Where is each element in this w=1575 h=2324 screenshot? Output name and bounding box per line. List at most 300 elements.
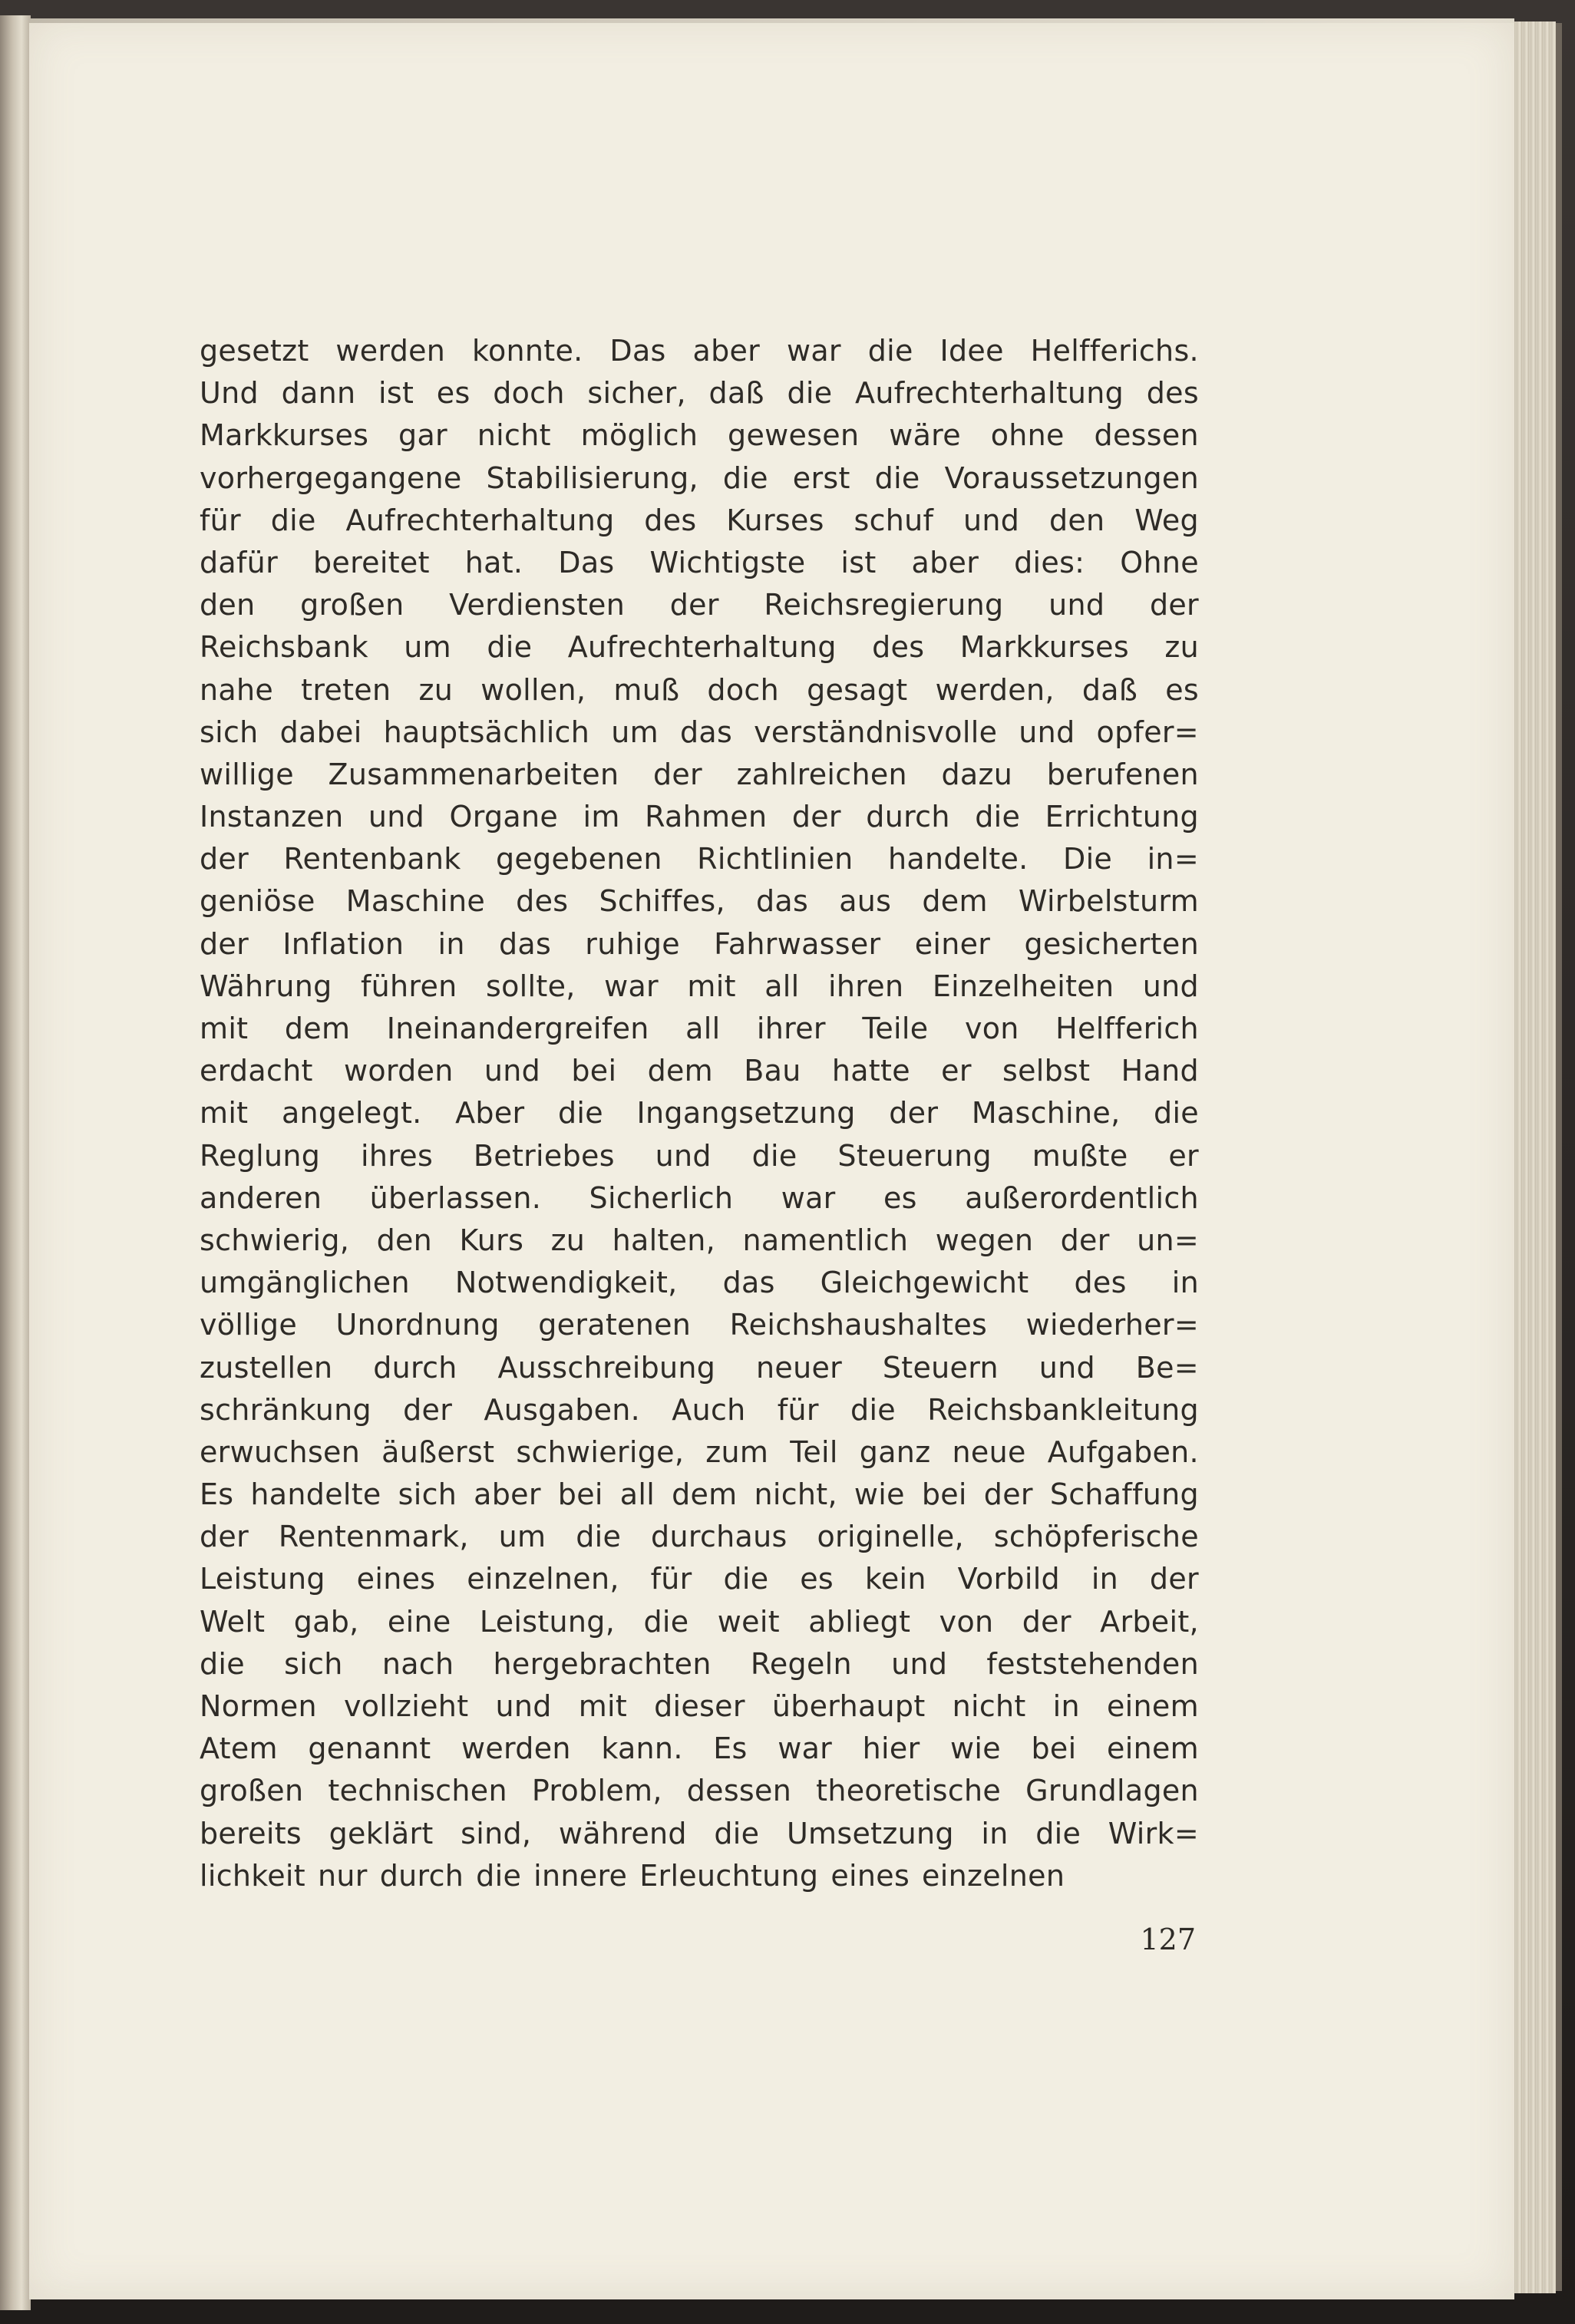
text-line xyxy=(200,1262,1199,1304)
word: Es xyxy=(200,1477,234,1512)
text-line xyxy=(200,1431,1199,1474)
word: und xyxy=(1048,588,1105,622)
word: Erleuchtung xyxy=(639,1858,819,1893)
word: Problem, xyxy=(531,1774,662,1808)
word: Arbeit, xyxy=(1100,1604,1199,1639)
word: geniöse xyxy=(200,884,315,919)
word: erst xyxy=(792,461,850,495)
word: der xyxy=(200,926,249,961)
word: bei xyxy=(571,1054,617,1088)
word: bereitet xyxy=(312,545,430,579)
word: Organe xyxy=(449,800,559,834)
word: hergebrachten xyxy=(493,1646,712,1681)
word: Sicherlich xyxy=(589,1180,734,1215)
word: bereits xyxy=(200,1816,302,1850)
word: die xyxy=(787,376,833,411)
word: Schaffung xyxy=(1049,1477,1199,1512)
word: Instanzen xyxy=(200,800,344,834)
word: Maschine, xyxy=(971,1096,1121,1131)
word: werden xyxy=(461,1731,571,1766)
word: schuf xyxy=(854,503,934,537)
word: weit xyxy=(717,1604,780,1639)
word: zum xyxy=(705,1434,769,1469)
text-line xyxy=(200,1177,1199,1220)
word: eines xyxy=(356,1562,436,1596)
word: genannt xyxy=(308,1731,431,1766)
word: Kurs xyxy=(459,1223,524,1257)
word: er xyxy=(1168,1138,1199,1173)
word: zahlreichen xyxy=(736,757,907,791)
text-line xyxy=(200,1474,1199,1516)
word: Normen xyxy=(200,1689,317,1723)
word: im xyxy=(583,800,620,834)
word: wegen xyxy=(935,1223,1034,1257)
word: überlassen. xyxy=(369,1180,542,1215)
book-page xyxy=(29,18,1514,2299)
word: der xyxy=(1022,1604,1071,1639)
word: es xyxy=(436,376,471,411)
text-line xyxy=(200,1770,1199,1812)
word: Markkurses xyxy=(959,630,1129,665)
word: und xyxy=(1038,1350,1095,1385)
word: verständnisvolle xyxy=(754,715,998,749)
word: selbst xyxy=(1002,1054,1091,1088)
word: Richtlinien xyxy=(697,842,854,876)
word: schränkung xyxy=(200,1392,371,1427)
word: halten, xyxy=(612,1223,716,1257)
word: Währung xyxy=(200,969,332,1003)
word: und xyxy=(484,1054,541,1088)
word: der xyxy=(403,1392,453,1427)
word: mit xyxy=(687,969,736,1003)
word: Aufrechterhaltung xyxy=(345,503,615,537)
word: hatte xyxy=(831,1054,910,1088)
text-line xyxy=(200,1728,1199,1770)
word: der xyxy=(791,800,841,834)
text-line xyxy=(200,880,1199,923)
word: in xyxy=(1091,1562,1119,1596)
word: die xyxy=(850,1392,896,1427)
word: ist xyxy=(378,376,414,411)
word: hauptsächlich xyxy=(383,715,590,749)
word: Reichsbankleitung xyxy=(927,1392,1199,1427)
word: das xyxy=(498,926,552,961)
word: die xyxy=(722,461,768,495)
word: Steuerung xyxy=(837,1138,992,1173)
text-line xyxy=(200,414,1199,457)
page-top-shadow xyxy=(29,18,1514,23)
word: Wirk= xyxy=(1108,1816,1199,1850)
word: dazu xyxy=(941,757,1013,791)
word: des xyxy=(1074,1266,1127,1300)
word: feststehenden xyxy=(986,1646,1199,1681)
text-line xyxy=(200,754,1199,796)
word: sich xyxy=(200,715,259,749)
word: Helfferichs. xyxy=(1030,334,1199,368)
word: Umsetzung xyxy=(786,1816,954,1850)
word: neue xyxy=(952,1434,1026,1469)
word: Gleichgewicht xyxy=(820,1266,1029,1300)
word: völlige xyxy=(200,1308,298,1342)
word: und xyxy=(1019,715,1075,749)
word: die xyxy=(643,1604,689,1639)
word: zu xyxy=(550,1223,586,1257)
word: in xyxy=(438,926,465,961)
word: Leistung xyxy=(200,1562,325,1596)
word: Es xyxy=(713,1731,748,1766)
word: Ausschreibung xyxy=(497,1350,716,1385)
word: geklärt xyxy=(329,1816,434,1850)
word: konnte. xyxy=(472,334,583,368)
word: die xyxy=(751,1138,797,1173)
word: Hand xyxy=(1121,1054,1199,1088)
word: für xyxy=(200,503,241,537)
word: sicher, xyxy=(587,376,686,411)
word: innere xyxy=(533,1858,628,1893)
word: des xyxy=(644,503,697,537)
word: Fahrwasser xyxy=(714,926,881,961)
word: theoretische xyxy=(816,1774,1002,1808)
word: gewesen xyxy=(728,418,860,453)
page-number: 127 xyxy=(1140,1923,1196,1956)
word: sollte, xyxy=(486,969,576,1003)
word: dabei xyxy=(279,715,362,749)
body-text xyxy=(200,330,1199,1897)
word: dem xyxy=(672,1477,738,1512)
word: einer xyxy=(914,926,991,961)
word: ihrer xyxy=(756,1012,826,1045)
word: Voraussetzungen xyxy=(944,461,1199,495)
word: die xyxy=(723,1562,769,1596)
word: ruhige xyxy=(585,926,680,961)
word: in xyxy=(1171,1266,1199,1300)
word: nicht xyxy=(477,418,551,453)
word: Grundlagen xyxy=(1025,1774,1199,1808)
word: ganz xyxy=(859,1434,931,1469)
word: Aber xyxy=(455,1096,525,1131)
word: großen xyxy=(200,1774,304,1808)
word: dies: xyxy=(1014,545,1085,579)
word: und xyxy=(1142,969,1199,1003)
word: es xyxy=(883,1180,917,1215)
text-line xyxy=(200,838,1199,880)
word: nur xyxy=(317,1858,368,1893)
word: eines xyxy=(830,1858,910,1893)
word: Das xyxy=(609,334,666,368)
word: gesagt xyxy=(807,672,908,707)
word: geratenen xyxy=(538,1308,692,1342)
word: dann xyxy=(281,376,356,411)
word: während xyxy=(558,1816,687,1850)
word: der xyxy=(1149,1562,1199,1596)
word: mit xyxy=(200,1096,249,1131)
word: daß xyxy=(1081,672,1138,707)
word: die xyxy=(867,334,913,368)
text-line xyxy=(200,1050,1199,1092)
word: hat. xyxy=(464,545,523,579)
word: der xyxy=(200,1520,249,1554)
word: gar xyxy=(398,418,447,453)
word: es xyxy=(1165,672,1199,707)
word: die xyxy=(558,1096,603,1131)
word: sind, xyxy=(461,1816,532,1850)
text-line xyxy=(200,372,1199,414)
word: Kurses xyxy=(726,503,824,537)
word: kann. xyxy=(601,1731,683,1766)
word: Bau xyxy=(744,1054,801,1088)
word: daß xyxy=(708,376,764,411)
word: bei xyxy=(557,1477,603,1512)
word: Ausgaben. xyxy=(484,1392,641,1427)
word: werden xyxy=(335,334,446,368)
word: einem xyxy=(1106,1689,1199,1723)
word: Zusammenarbeiten xyxy=(328,757,619,791)
text-line xyxy=(200,1304,1199,1346)
text-line xyxy=(200,1092,1199,1134)
word: Notwendigkeit, xyxy=(454,1266,678,1300)
right-page-stack xyxy=(1508,21,1556,2293)
word: die xyxy=(487,630,533,665)
word: zustellen xyxy=(200,1350,333,1385)
word: wie xyxy=(854,1477,905,1512)
word: es xyxy=(800,1562,834,1596)
word: dessen xyxy=(686,1774,792,1808)
word: doch xyxy=(707,672,779,707)
word: originelle, xyxy=(817,1520,964,1554)
word: die xyxy=(476,1858,522,1893)
word: von xyxy=(964,1012,1019,1045)
word: technischen xyxy=(328,1774,507,1808)
word: dafür xyxy=(200,545,278,579)
text-line xyxy=(200,669,1199,711)
text-line xyxy=(200,1220,1199,1262)
word: führen xyxy=(360,969,457,1003)
word: die xyxy=(975,800,1021,834)
word: für xyxy=(650,1562,692,1596)
word: mußte xyxy=(1032,1138,1128,1173)
word: Reglung xyxy=(200,1138,321,1173)
word: Das xyxy=(558,545,615,579)
word: Teil xyxy=(790,1434,838,1469)
word: gegebenen xyxy=(495,842,662,876)
word: durch xyxy=(866,800,950,834)
word: der xyxy=(652,757,702,791)
word: un= xyxy=(1137,1223,1199,1257)
word: einzelnen xyxy=(922,1858,1065,1893)
word: um xyxy=(404,630,451,665)
word: durch xyxy=(373,1350,457,1385)
word: einzelnen, xyxy=(467,1562,619,1596)
word: durchaus xyxy=(651,1520,788,1554)
word: wäre xyxy=(889,418,961,453)
word: des xyxy=(1146,376,1199,411)
word: all xyxy=(619,1477,655,1512)
text-line xyxy=(200,1813,1199,1855)
word: wiederher= xyxy=(1025,1308,1199,1342)
word: um xyxy=(611,715,659,749)
word: das xyxy=(679,715,733,749)
word: Weg xyxy=(1134,503,1199,537)
left-book-edge xyxy=(0,15,31,2310)
word: die xyxy=(576,1520,622,1554)
word: treten xyxy=(301,672,391,707)
word: muß xyxy=(613,672,680,707)
word: er xyxy=(941,1054,972,1088)
word: neuer xyxy=(756,1350,843,1385)
text-line xyxy=(200,1135,1199,1177)
word: erdacht xyxy=(200,1054,313,1088)
word: großen xyxy=(300,588,404,622)
word: die xyxy=(1035,1816,1081,1850)
word: Unordnung xyxy=(335,1308,500,1342)
word: aber xyxy=(692,334,761,368)
word: Maschine xyxy=(345,884,486,919)
word: Idee xyxy=(939,334,1004,368)
word: Markkurses xyxy=(200,418,369,453)
text-line xyxy=(200,542,1199,584)
word: Welt xyxy=(200,1604,266,1639)
word: all xyxy=(685,1012,721,1045)
word: die xyxy=(1154,1096,1199,1131)
word: war xyxy=(778,1731,833,1766)
word: dem xyxy=(647,1054,713,1088)
word: all xyxy=(764,969,800,1003)
word: schöpferische xyxy=(993,1520,1199,1554)
word: namentlich xyxy=(742,1223,909,1257)
word: dessen xyxy=(1094,418,1199,453)
word: berufenen xyxy=(1046,757,1199,791)
word: die xyxy=(714,1816,760,1850)
word: Die xyxy=(1063,842,1113,876)
word: Auch xyxy=(672,1392,746,1427)
word: Rahmen xyxy=(645,800,768,834)
word: einem xyxy=(1107,1731,1199,1766)
word: umgänglichen xyxy=(200,1266,410,1300)
word: war xyxy=(781,1180,836,1215)
word: in xyxy=(1052,1689,1080,1723)
word: aus xyxy=(839,884,892,919)
word: Be= xyxy=(1135,1350,1199,1385)
word: Inflation xyxy=(282,926,404,961)
word: Schiffes, xyxy=(599,884,725,919)
word: Betriebes xyxy=(473,1138,615,1173)
word: war xyxy=(786,334,841,368)
word: Rentenmark, xyxy=(278,1520,469,1554)
word: werden, xyxy=(935,672,1055,707)
word: handelte. xyxy=(887,842,1029,876)
word: Aufgaben. xyxy=(1047,1434,1199,1469)
word: Aufrechterhaltung xyxy=(855,376,1124,411)
word: Wirbelsturm xyxy=(1018,884,1199,919)
word: Ingangsetzung xyxy=(636,1096,856,1131)
word: Wichtigste xyxy=(649,545,806,579)
word: des xyxy=(872,630,925,665)
word: Stabilisierung, xyxy=(486,461,698,495)
text-line xyxy=(200,923,1199,966)
text-line xyxy=(200,1643,1199,1685)
word: mit xyxy=(578,1689,628,1723)
word: in xyxy=(981,1816,1009,1850)
word: den xyxy=(376,1223,433,1257)
word: von xyxy=(939,1604,994,1639)
word: und xyxy=(891,1646,948,1681)
word: Atem xyxy=(200,1731,278,1766)
text-line xyxy=(200,584,1199,626)
word: eine xyxy=(387,1604,451,1639)
word: dieser xyxy=(654,1689,745,1723)
word: abliegt xyxy=(808,1604,911,1639)
word: mit xyxy=(200,1012,249,1045)
word: Ohne xyxy=(1120,545,1199,579)
text-line xyxy=(200,1558,1199,1600)
word: Einzelheiten xyxy=(932,969,1114,1003)
text-line xyxy=(200,330,1199,372)
text-line xyxy=(200,711,1199,754)
right-page-shadow xyxy=(1556,23,1562,2291)
word: durch xyxy=(379,1858,464,1893)
word: der xyxy=(1149,588,1199,622)
word: Reichsregierung xyxy=(764,588,1004,622)
word: nach xyxy=(381,1646,454,1681)
word: überhaupt xyxy=(771,1689,926,1723)
word: Rentenbank xyxy=(283,842,461,876)
word: gesicherten xyxy=(1024,926,1199,961)
word: und xyxy=(495,1689,552,1723)
text-line xyxy=(200,1855,1199,1897)
text-line xyxy=(200,1516,1199,1558)
word: der xyxy=(983,1477,1033,1512)
word: wie xyxy=(950,1731,1001,1766)
word: dem xyxy=(284,1012,351,1045)
word: schwierige, xyxy=(516,1434,685,1469)
word: Regeln xyxy=(750,1646,852,1681)
word: Leistung, xyxy=(479,1604,616,1639)
word: handelte xyxy=(250,1477,381,1512)
word: wollen, xyxy=(480,672,586,707)
word: ihres xyxy=(360,1138,434,1173)
word: außerordentlich xyxy=(965,1180,1199,1215)
word: Verdiensten xyxy=(449,588,626,622)
word: ihren xyxy=(827,969,904,1003)
word: war xyxy=(604,969,659,1003)
word: bei xyxy=(1031,1731,1077,1766)
word: Vorbild xyxy=(957,1562,1060,1596)
word: bei xyxy=(921,1477,967,1512)
word: gesetzt xyxy=(200,334,309,368)
word: der xyxy=(889,1096,939,1131)
word: der xyxy=(200,842,249,876)
word: ohne xyxy=(990,418,1065,453)
word: und xyxy=(963,503,1020,537)
word: aber xyxy=(474,1477,541,1512)
word: nicht, xyxy=(754,1477,837,1512)
word: sich xyxy=(284,1646,343,1681)
word: schwierig, xyxy=(200,1223,350,1257)
word: die xyxy=(270,503,316,537)
word: Ineinandergreifen xyxy=(386,1012,649,1045)
word: möglich xyxy=(580,418,698,453)
word: vorhergegangene xyxy=(200,461,462,495)
word: das xyxy=(722,1266,775,1300)
word: Reichsbank xyxy=(200,630,368,665)
word: hier xyxy=(862,1731,920,1766)
word: doch xyxy=(493,376,565,411)
word: des xyxy=(516,884,569,919)
word: anderen xyxy=(200,1180,322,1215)
text-line xyxy=(200,796,1199,838)
text-line xyxy=(200,966,1199,1008)
text-line xyxy=(200,1347,1199,1389)
